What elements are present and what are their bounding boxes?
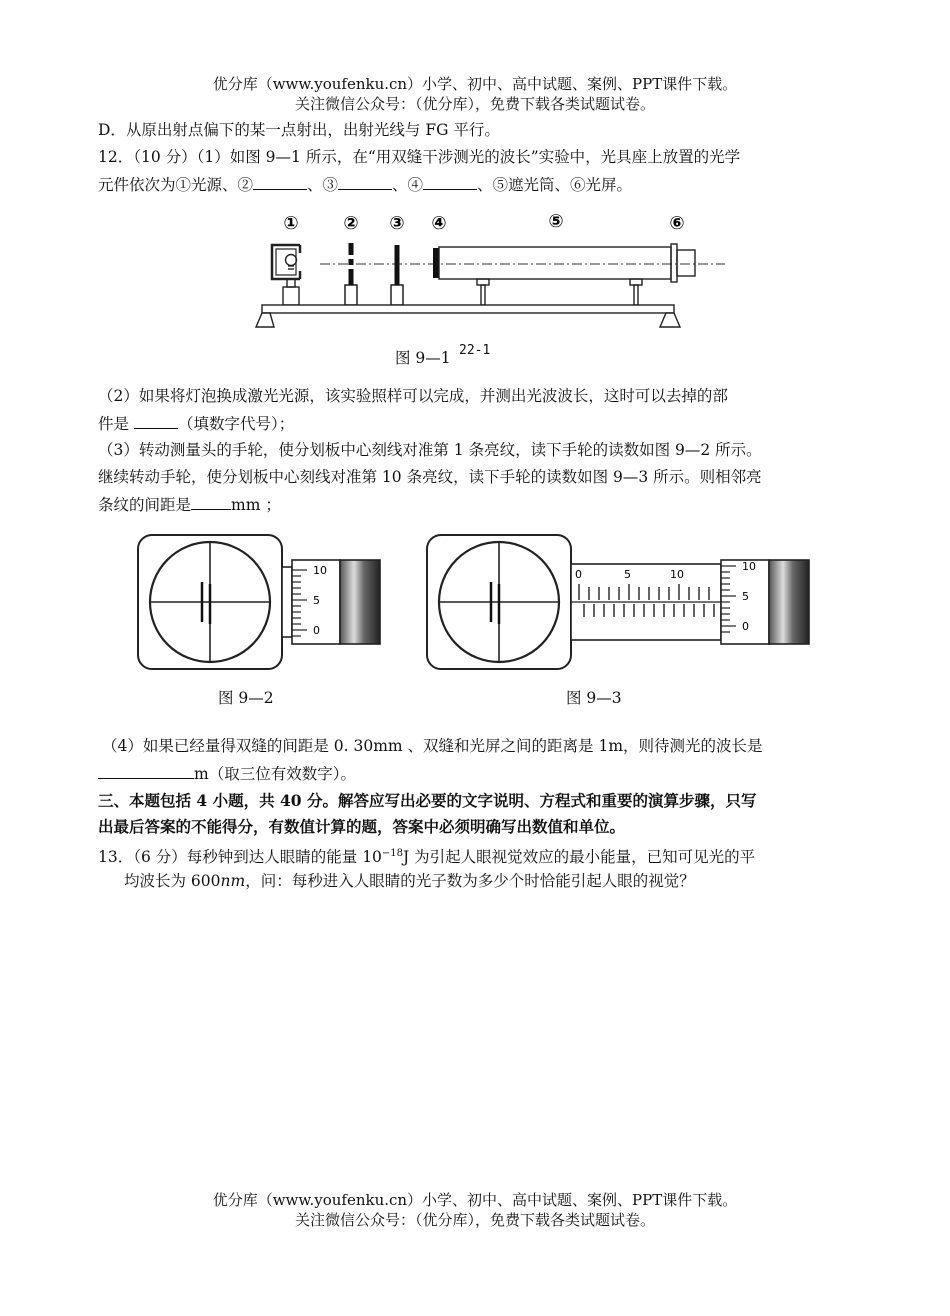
fig1-caption: 图 9—1 [395, 349, 451, 367]
single-slit-element [391, 245, 403, 305]
knurled-knob [769, 560, 809, 644]
micrometer-figure-2 [135, 532, 390, 672]
light-source [272, 245, 300, 305]
q13-line1: 13．（6 分）每秒钟到达人眼睛的能量 $10^{-18}J$ 为引起人眼视觉效应的最小能量，已知可见光的平 [98, 848, 756, 867]
drum-tick-10: 10 [313, 564, 327, 577]
knurled-knob [340, 560, 380, 644]
drum-tick-5: 5 [742, 590, 749, 603]
header-line-1: 优分库（www.youfenku.cn）小学、初中、高中试题、案例、PPT课件下载。 [212, 75, 738, 93]
q12-part4-line2: m（取三位有效数字）。 [98, 761, 356, 786]
drum-tick-0: 0 [742, 620, 749, 633]
fig3-caption: 图 9—3 [566, 689, 622, 707]
label-2: ② [343, 213, 359, 234]
q12-components: 元件依次为①光源、② 、③ 、④ 、⑤遮光筒、⑥光屏。 [98, 172, 632, 197]
drum-tick-0: 0 [313, 624, 320, 637]
section3-line2: 出最后答案的不能得分，有数值计算的题，答案中必须明确写出数值和单位。 [98, 817, 626, 836]
q12-intro: 12．（10 分）（1）如图 9—1 所示，在“用双缝干涉测光的波长”实验中，光具座上放置的光学 [98, 148, 741, 166]
light-shield-tube [439, 244, 695, 305]
fig2-caption: 图 9—2 [218, 689, 274, 707]
section3-line1: 三、本题包括 4 小题，共 40 分。解答应写出必要的文字说明、方程式和重要的演算步骤，只写 [98, 791, 757, 810]
q12-part3-line3: 条纹的间距是 mm ； [98, 492, 281, 517]
q12-part4-line1: （4）如果已经量得双缝的间距是 0. 30mm 、双缝和光屏之间的距离是 1m，则待测光的波长是 [102, 737, 763, 755]
blank-4[interactable] [423, 172, 477, 190]
main-tick-0: 0 [575, 568, 582, 581]
q12-part2-line2: 件是 （填数字代号）； [98, 411, 294, 436]
drum-tick-10: 10 [742, 560, 756, 573]
drum-tick-5: 5 [313, 594, 320, 607]
label-4: ④ [431, 213, 447, 234]
q13-line2: 均波长为 600nm，问：每秒进入人眼睛的光子数为多少个时恰能引起人眼的视觉？ [124, 872, 695, 890]
label-1: ① [283, 213, 299, 234]
part2-blank[interactable] [134, 411, 178, 429]
micrometer-figure-3 [424, 532, 824, 672]
part3-blank[interactable] [191, 492, 231, 510]
main-tick-10: 10 [670, 568, 684, 581]
part4-blank[interactable] [98, 761, 194, 779]
q12-part3-line2: 继续转动手轮，使分划板中心刻线对准第 10 条亮纹，读下手轮的读数如图 9—3 所示。则相邻亮 [98, 468, 762, 486]
header-line-2: 关注微信公众号：（优分库），免费下载各类试题试卷。 [294, 95, 655, 113]
footer-line-1: 优分库（www.youfenku.cn）小学、初中、高中试题、案例、PPT课件下载。 [212, 1191, 738, 1209]
label-5: ⑤ [548, 211, 564, 232]
q11-option-d: D．从原出射点偏下的某一点射出，出射光线与 FG 平行。 [98, 121, 500, 139]
q12-part2-line1: （2）如果将灯泡换成激光光源，该实验照样可以完成，并测出光波波长，这时可以去掉的部 [98, 387, 728, 405]
q12-part3-line1: （3）转动测量头的手轮，使分划板中心刻线对准第 1 条亮纹，读下手轮的读数如图 9—2 所示。 [98, 441, 762, 459]
bench-rail [256, 305, 680, 327]
blank-2[interactable] [253, 172, 307, 190]
fig1-code: 22-1 [459, 343, 491, 358]
optical-bench-figure [240, 205, 740, 340]
footer-line-2: 关注微信公众号：（优分库），免费下载各类试题试卷。 [294, 1211, 655, 1229]
label-3: ③ [389, 213, 405, 234]
main-tick-5: 5 [624, 568, 631, 581]
blank-3[interactable] [338, 172, 392, 190]
label-6: ⑥ [669, 213, 685, 234]
filter-element [345, 243, 357, 305]
